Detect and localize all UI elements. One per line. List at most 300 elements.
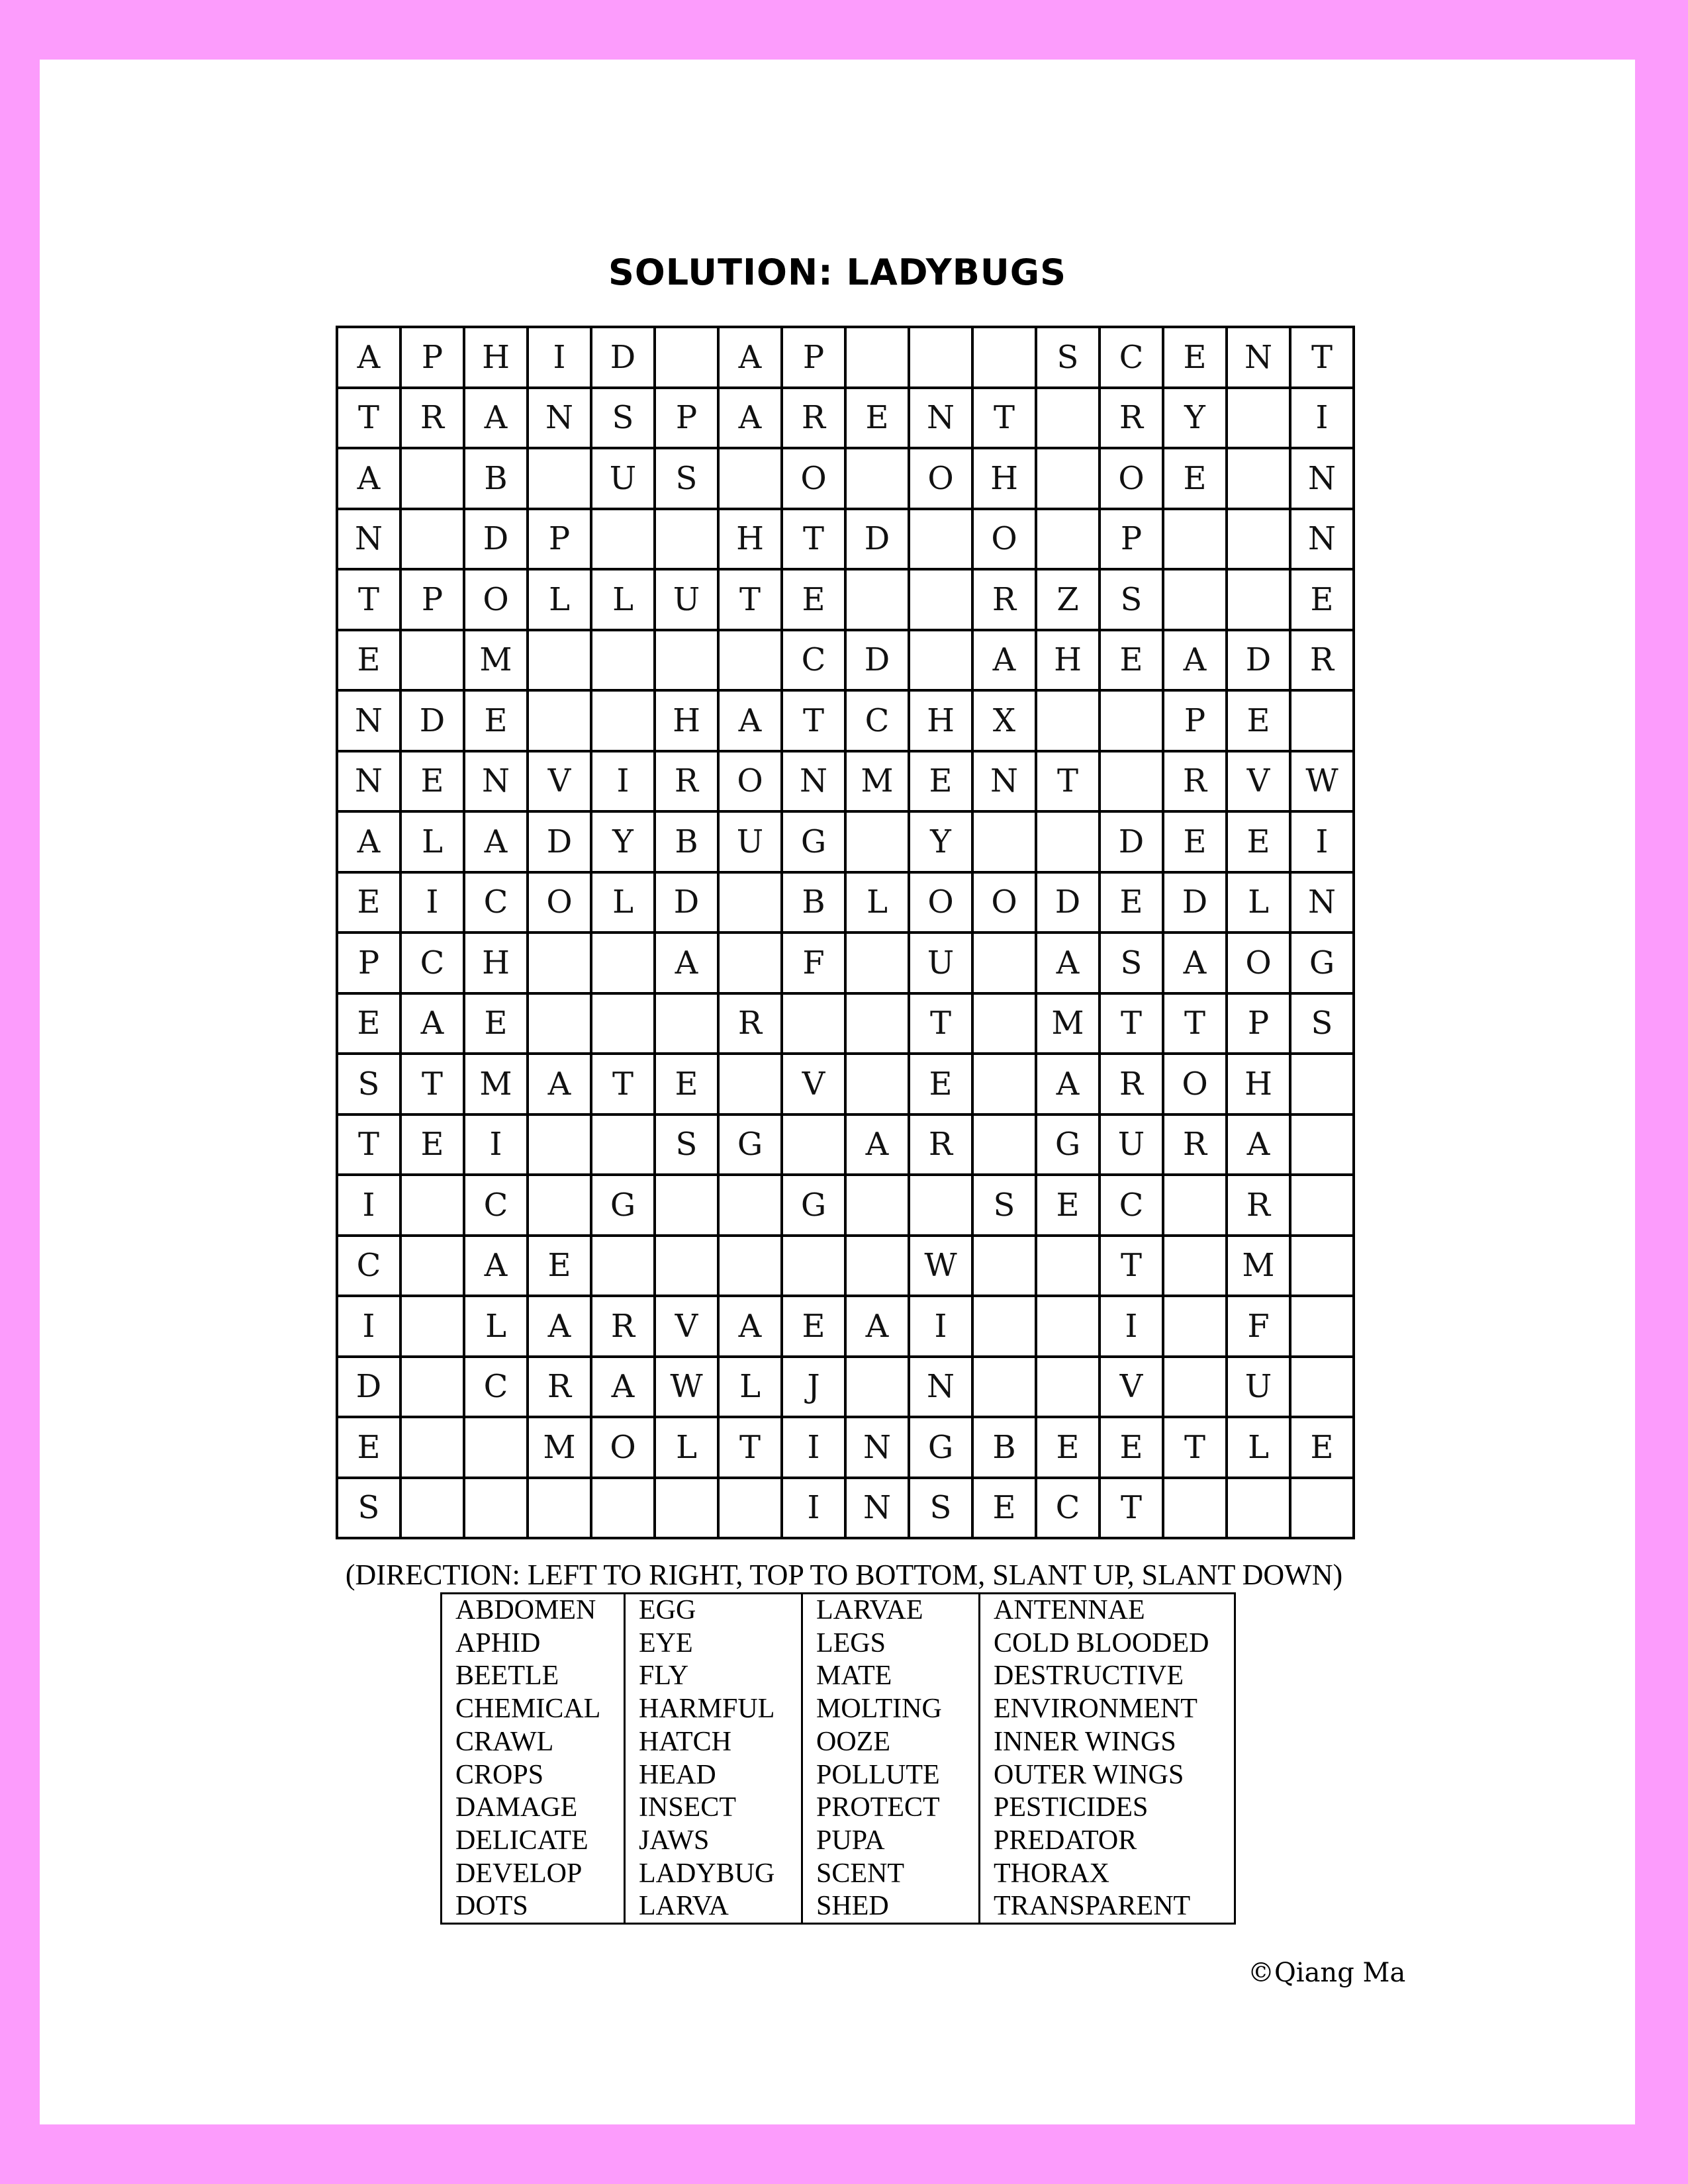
grid-cell: O — [1100, 448, 1163, 509]
grid-row — [337, 630, 1354, 691]
grid-cell: H — [972, 448, 1036, 509]
grid-cell — [464, 1478, 528, 1539]
grid-cell — [591, 630, 655, 691]
word-list-item: CROPS — [455, 1759, 544, 1790]
grid-cell: A — [718, 388, 782, 449]
grid-cell: N — [1290, 448, 1354, 509]
grid-cell: A — [718, 690, 782, 751]
word-list-column — [803, 1594, 980, 1923]
grid-cell: A — [591, 1357, 655, 1418]
grid-cell: T — [591, 1054, 655, 1115]
grid-cell: S — [1036, 327, 1100, 388]
grid-cell: G — [1036, 1115, 1100, 1175]
grid-cell: N — [528, 388, 591, 449]
grid-cell: B — [464, 448, 528, 509]
grid-cell: P — [1100, 509, 1163, 570]
grid-cell — [655, 509, 718, 570]
grid-cell: C — [1100, 1175, 1163, 1236]
grid-cell — [1163, 1478, 1227, 1539]
grid-cell: V — [782, 1054, 845, 1115]
grid-cell: E — [1163, 448, 1227, 509]
grid-cell: Y — [909, 811, 972, 872]
word-list-column — [980, 1594, 1234, 1923]
grid-cell — [845, 1236, 909, 1297]
grid-cell — [1163, 569, 1227, 630]
grid-cell — [909, 569, 972, 630]
grid-cell: A — [337, 327, 400, 388]
word-list-item: INNER WINGS — [994, 1726, 1176, 1757]
grid-cell: U — [1100, 1115, 1163, 1175]
grid-cell — [400, 1175, 464, 1236]
word-list-item: INSECT — [639, 1792, 736, 1823]
grid-cell: I — [782, 1478, 845, 1539]
grid-cell — [845, 933, 909, 993]
grid-cell: H — [1227, 1054, 1290, 1115]
grid-cell: N — [337, 751, 400, 812]
grid-cell: A — [655, 933, 718, 993]
word-list-item: MATE — [816, 1661, 892, 1692]
grid-cell: G — [909, 1417, 972, 1478]
grid-cell — [655, 630, 718, 691]
word-list-item: FLY — [639, 1661, 689, 1692]
grid-cell: O — [782, 448, 845, 509]
grid-row — [337, 509, 1354, 570]
grid-cell: N — [845, 1478, 909, 1539]
grid-cell: H — [655, 690, 718, 751]
grid-cell — [718, 448, 782, 509]
grid-cell: E — [1036, 1175, 1100, 1236]
word-list — [440, 1592, 1236, 1925]
grid-cell: P — [1227, 993, 1290, 1054]
grid-cell: E — [1100, 630, 1163, 691]
direction-note: (DIRECTION: LEFT TO RIGHT, TOP TO BOTTOM, SLANT UP, SLANT DOWN) — [345, 1559, 1343, 1591]
grid-cell: Y — [1163, 388, 1227, 449]
grid-cell: T — [782, 690, 845, 751]
grid-cell: A — [1036, 1054, 1100, 1115]
grid-cell: S — [337, 1478, 400, 1539]
grid-cell: I — [528, 327, 591, 388]
grid-cell: T — [1290, 327, 1354, 388]
word-list-item: DELICATE — [455, 1825, 588, 1856]
grid-cell — [655, 1175, 718, 1236]
word-list-item: CHEMICAL — [455, 1694, 601, 1725]
word-list-item: ENVIRONMENT — [994, 1694, 1197, 1725]
grid-cell — [1227, 509, 1290, 570]
grid-row — [337, 933, 1354, 993]
grid-cell: T — [337, 1115, 400, 1175]
grid-cell: L — [591, 872, 655, 933]
grid-cell: C — [337, 1236, 400, 1297]
grid-row — [337, 388, 1354, 449]
grid-cell: T — [1100, 993, 1163, 1054]
grid-cell: S — [337, 1054, 400, 1115]
grid-cell: A — [464, 811, 528, 872]
grid-cell — [464, 1417, 528, 1478]
grid-cell: V — [655, 1296, 718, 1357]
grid-cell — [845, 811, 909, 872]
grid-cell: E — [337, 993, 400, 1054]
grid-cell: B — [782, 872, 845, 933]
grid-row — [337, 448, 1354, 509]
grid-cell: G — [782, 1175, 845, 1236]
grid-cell — [782, 1115, 845, 1175]
grid-cell: R — [1163, 751, 1227, 812]
grid-cell — [400, 1296, 464, 1357]
grid-cell — [845, 448, 909, 509]
grid-cell — [845, 327, 909, 388]
grid-cell: M — [464, 630, 528, 691]
grid-cell: S — [591, 388, 655, 449]
grid-cell: H — [1036, 630, 1100, 691]
grid-cell: G — [782, 811, 845, 872]
grid-cell: H — [464, 327, 528, 388]
word-list-item: CRAWL — [455, 1726, 554, 1757]
grid-cell — [972, 993, 1036, 1054]
grid-cell: E — [1100, 872, 1163, 933]
grid-cell: O — [972, 872, 1036, 933]
grid-cell — [1290, 1054, 1354, 1115]
grid-cell — [1036, 811, 1100, 872]
grid-cell: T — [1036, 751, 1100, 812]
grid-cell: D — [1100, 811, 1163, 872]
grid-cell: R — [528, 1357, 591, 1418]
grid-cell: L — [591, 569, 655, 630]
grid-cell: A — [337, 448, 400, 509]
grid-cell: N — [337, 690, 400, 751]
grid-cell: O — [972, 509, 1036, 570]
grid-cell: L — [718, 1357, 782, 1418]
grid-cell: E — [337, 1417, 400, 1478]
grid-cell: T — [782, 509, 845, 570]
grid-cell — [1100, 690, 1163, 751]
word-list-item: OUTER WINGS — [994, 1759, 1184, 1790]
grid-cell — [718, 1054, 782, 1115]
word-list-item: SHED — [816, 1891, 889, 1922]
grid-cell: F — [1227, 1296, 1290, 1357]
grid-cell — [972, 1357, 1036, 1418]
grid-cell: R — [782, 388, 845, 449]
grid-cell: T — [718, 569, 782, 630]
grid-cell — [1290, 690, 1354, 751]
grid-cell: O — [528, 872, 591, 933]
grid-cell — [528, 933, 591, 993]
word-list-item: EYE — [639, 1627, 693, 1659]
grid-row — [337, 1478, 1354, 1539]
grid-cell — [972, 1236, 1036, 1297]
grid-cell — [909, 509, 972, 570]
grid-cell — [1290, 1115, 1354, 1175]
copyright-notice: ©Qiang Ma — [1248, 1958, 1406, 1988]
grid-cell: A — [845, 1296, 909, 1357]
grid-cell: V — [1100, 1357, 1163, 1418]
grid-cell: O — [718, 751, 782, 812]
grid-cell: D — [1163, 872, 1227, 933]
grid-cell: V — [1227, 751, 1290, 812]
grid-cell — [591, 1115, 655, 1175]
word-list-item: MOLTING — [816, 1694, 942, 1725]
grid-cell: F — [782, 933, 845, 993]
grid-cell: C — [464, 1175, 528, 1236]
word-list-item: PROTECT — [816, 1792, 940, 1823]
word-list-item: ANTENNAE — [994, 1595, 1145, 1625]
grid-cell — [1100, 751, 1163, 812]
grid-cell — [909, 630, 972, 691]
grid-cell: R — [972, 569, 1036, 630]
word-list-item: PUPA — [816, 1825, 885, 1856]
grid-cell: D — [1227, 630, 1290, 691]
grid-cell: L — [1227, 1417, 1290, 1478]
grid-cell: T — [337, 569, 400, 630]
grid-cell: C — [1036, 1478, 1100, 1539]
grid-cell: A — [718, 327, 782, 388]
grid-cell: B — [655, 811, 718, 872]
grid-cell: I — [337, 1175, 400, 1236]
grid-cell: S — [655, 1115, 718, 1175]
grid-cell — [1163, 1175, 1227, 1236]
grid-cell: R — [718, 993, 782, 1054]
word-list-item: DESTRUCTIVE — [994, 1661, 1184, 1692]
grid-cell: L — [400, 811, 464, 872]
grid-cell — [972, 1054, 1036, 1115]
grid-cell: C — [1100, 327, 1163, 388]
grid-cell: U — [718, 811, 782, 872]
grid-cell: E — [528, 1236, 591, 1297]
grid-row — [337, 1296, 1354, 1357]
grid-cell — [591, 993, 655, 1054]
grid-cell — [1227, 569, 1290, 630]
grid-cell: E — [337, 630, 400, 691]
grid-cell: P — [528, 509, 591, 570]
word-list-item: EGG — [639, 1595, 696, 1625]
grid-cell — [400, 1417, 464, 1478]
grid-cell: A — [464, 388, 528, 449]
grid-cell: O — [591, 1417, 655, 1478]
grid-row — [337, 993, 1354, 1054]
grid-cell: W — [1290, 751, 1354, 812]
word-list-item: COLD BLOODED — [994, 1627, 1209, 1659]
grid-cell: C — [464, 872, 528, 933]
grid-cell: A — [972, 630, 1036, 691]
grid-cell: R — [1290, 630, 1354, 691]
grid-row — [337, 569, 1354, 630]
grid-cell: L — [655, 1417, 718, 1478]
grid-cell: N — [972, 751, 1036, 812]
grid-cell: S — [972, 1175, 1036, 1236]
word-search-grid — [336, 326, 1355, 1539]
grid-cell — [845, 1357, 909, 1418]
grid-cell — [972, 327, 1036, 388]
grid-cell: E — [782, 1296, 845, 1357]
grid-cell: C — [400, 933, 464, 993]
grid-cell — [1036, 448, 1100, 509]
grid-cell: B — [972, 1417, 1036, 1478]
grid-cell: E — [782, 569, 845, 630]
grid-cell — [1163, 1357, 1227, 1418]
grid-cell: T — [1163, 1417, 1227, 1478]
grid-row — [337, 1054, 1354, 1115]
grid-cell: S — [655, 448, 718, 509]
grid-cell: N — [782, 751, 845, 812]
grid-cell — [782, 993, 845, 1054]
grid-cell: T — [400, 1054, 464, 1115]
grid-cell: N — [909, 1357, 972, 1418]
grid-cell — [528, 1478, 591, 1539]
grid-cell: A — [337, 811, 400, 872]
grid-cell — [1036, 509, 1100, 570]
grid-cell: I — [400, 872, 464, 933]
word-list-item: HARMFUL — [639, 1694, 775, 1725]
word-list-item: LARVA — [639, 1891, 729, 1922]
word-list-item: POLLUTE — [816, 1759, 940, 1790]
grid-cell — [972, 933, 1036, 993]
grid-cell: A — [400, 993, 464, 1054]
grid-cell — [1290, 1478, 1354, 1539]
grid-cell — [1036, 690, 1100, 751]
page-title: SOLUTION: LADYBUGS — [608, 251, 1066, 293]
grid-cell — [972, 811, 1036, 872]
grid-cell: D — [464, 509, 528, 570]
grid-cell: E — [1227, 690, 1290, 751]
grid-cell — [1290, 1296, 1354, 1357]
grid-cell — [1290, 1175, 1354, 1236]
grid-cell: O — [464, 569, 528, 630]
grid-row — [337, 751, 1354, 812]
grid-cell — [1036, 1357, 1100, 1418]
grid-cell: A — [464, 1236, 528, 1297]
grid-cell: E — [464, 690, 528, 751]
grid-cell: E — [1227, 811, 1290, 872]
grid-cell: C — [782, 630, 845, 691]
grid-cell — [400, 1478, 464, 1539]
grid-cell: E — [1163, 327, 1227, 388]
grid-cell — [1163, 1236, 1227, 1297]
grid-cell: E — [337, 872, 400, 933]
grid-cell: Z — [1036, 569, 1100, 630]
grid-cell: R — [909, 1115, 972, 1175]
word-list-item: LEGS — [816, 1627, 886, 1659]
grid-cell — [718, 630, 782, 691]
grid-cell — [1163, 509, 1227, 570]
grid-cell — [1036, 388, 1100, 449]
grid-cell: U — [655, 569, 718, 630]
grid-cell: G — [591, 1175, 655, 1236]
grid-cell — [400, 1236, 464, 1297]
grid-cell: A — [1163, 933, 1227, 993]
grid-cell: P — [337, 933, 400, 993]
grid-cell: U — [1227, 1357, 1290, 1418]
grid-cell — [400, 1357, 464, 1418]
word-list-item: APHID — [455, 1627, 541, 1659]
word-list-item: OOZE — [816, 1726, 890, 1757]
word-list-item: PESTICIDES — [994, 1792, 1149, 1823]
grid-cell: H — [909, 690, 972, 751]
grid-cell: I — [782, 1417, 845, 1478]
grid-cell — [845, 993, 909, 1054]
word-list-item: HATCH — [639, 1726, 732, 1757]
grid-cell: G — [1290, 933, 1354, 993]
grid-cell: T — [1163, 993, 1227, 1054]
grid-row — [337, 1236, 1354, 1297]
grid-cell — [528, 993, 591, 1054]
grid-cell — [591, 933, 655, 993]
grid-cell: U — [909, 933, 972, 993]
grid-cell — [1036, 1296, 1100, 1357]
grid-row — [337, 1115, 1354, 1175]
grid-row — [337, 811, 1354, 872]
grid-cell: M — [464, 1054, 528, 1115]
grid-cell: W — [909, 1236, 972, 1297]
grid-cell: S — [1290, 993, 1354, 1054]
grid-cell: O — [1163, 1054, 1227, 1115]
grid-cell: R — [1100, 1054, 1163, 1115]
grid-cell: R — [400, 388, 464, 449]
grid-cell: T — [718, 1417, 782, 1478]
grid-cell — [528, 630, 591, 691]
word-list-item: ABDOMEN — [455, 1595, 596, 1625]
grid-cell: L — [845, 872, 909, 933]
grid-cell: H — [464, 933, 528, 993]
grid-cell — [591, 509, 655, 570]
grid-cell — [655, 1478, 718, 1539]
grid-cell: T — [337, 388, 400, 449]
grid-cell: D — [400, 690, 464, 751]
grid-cell: A — [1227, 1115, 1290, 1175]
grid-cell: P — [655, 388, 718, 449]
grid-cell — [718, 1175, 782, 1236]
grid-cell: N — [845, 1417, 909, 1478]
grid-cell — [972, 1296, 1036, 1357]
grid-cell — [400, 509, 464, 570]
grid-cell — [1290, 1357, 1354, 1418]
grid-cell: P — [1163, 690, 1227, 751]
grid-cell: N — [464, 751, 528, 812]
grid-row — [337, 1417, 1354, 1478]
grid-cell: E — [1036, 1417, 1100, 1478]
grid-cell: E — [909, 1054, 972, 1115]
grid-cell: O — [909, 448, 972, 509]
grid-cell: I — [1290, 388, 1354, 449]
grid-cell: T — [909, 993, 972, 1054]
grid-cell: H — [718, 509, 782, 570]
word-list-item: THORAX — [994, 1858, 1109, 1889]
grid-cell: E — [1100, 1417, 1163, 1478]
grid-cell — [528, 1115, 591, 1175]
word-list-item: LADYBUG — [639, 1858, 775, 1889]
grid-cell: E — [464, 993, 528, 1054]
grid-cell — [909, 327, 972, 388]
grid-row — [337, 327, 1354, 388]
grid-cell: X — [972, 690, 1036, 751]
grid-cell — [655, 993, 718, 1054]
word-list-item: TRANSPARENT — [994, 1891, 1191, 1922]
grid-cell: V — [528, 751, 591, 812]
grid-cell — [528, 448, 591, 509]
grid-cell: N — [1227, 327, 1290, 388]
grid-row — [337, 690, 1354, 751]
grid-cell: E — [1290, 1417, 1354, 1478]
grid-cell: R — [655, 751, 718, 812]
grid-cell: I — [464, 1115, 528, 1175]
grid-cell: T — [1100, 1236, 1163, 1297]
grid-cell: I — [1100, 1296, 1163, 1357]
grid-cell: W — [655, 1357, 718, 1418]
grid-cell — [591, 1236, 655, 1297]
grid-cell — [909, 1175, 972, 1236]
grid-cell: I — [1290, 811, 1354, 872]
grid-cell — [845, 569, 909, 630]
grid-cell — [718, 1236, 782, 1297]
grid-cell: M — [1036, 993, 1100, 1054]
